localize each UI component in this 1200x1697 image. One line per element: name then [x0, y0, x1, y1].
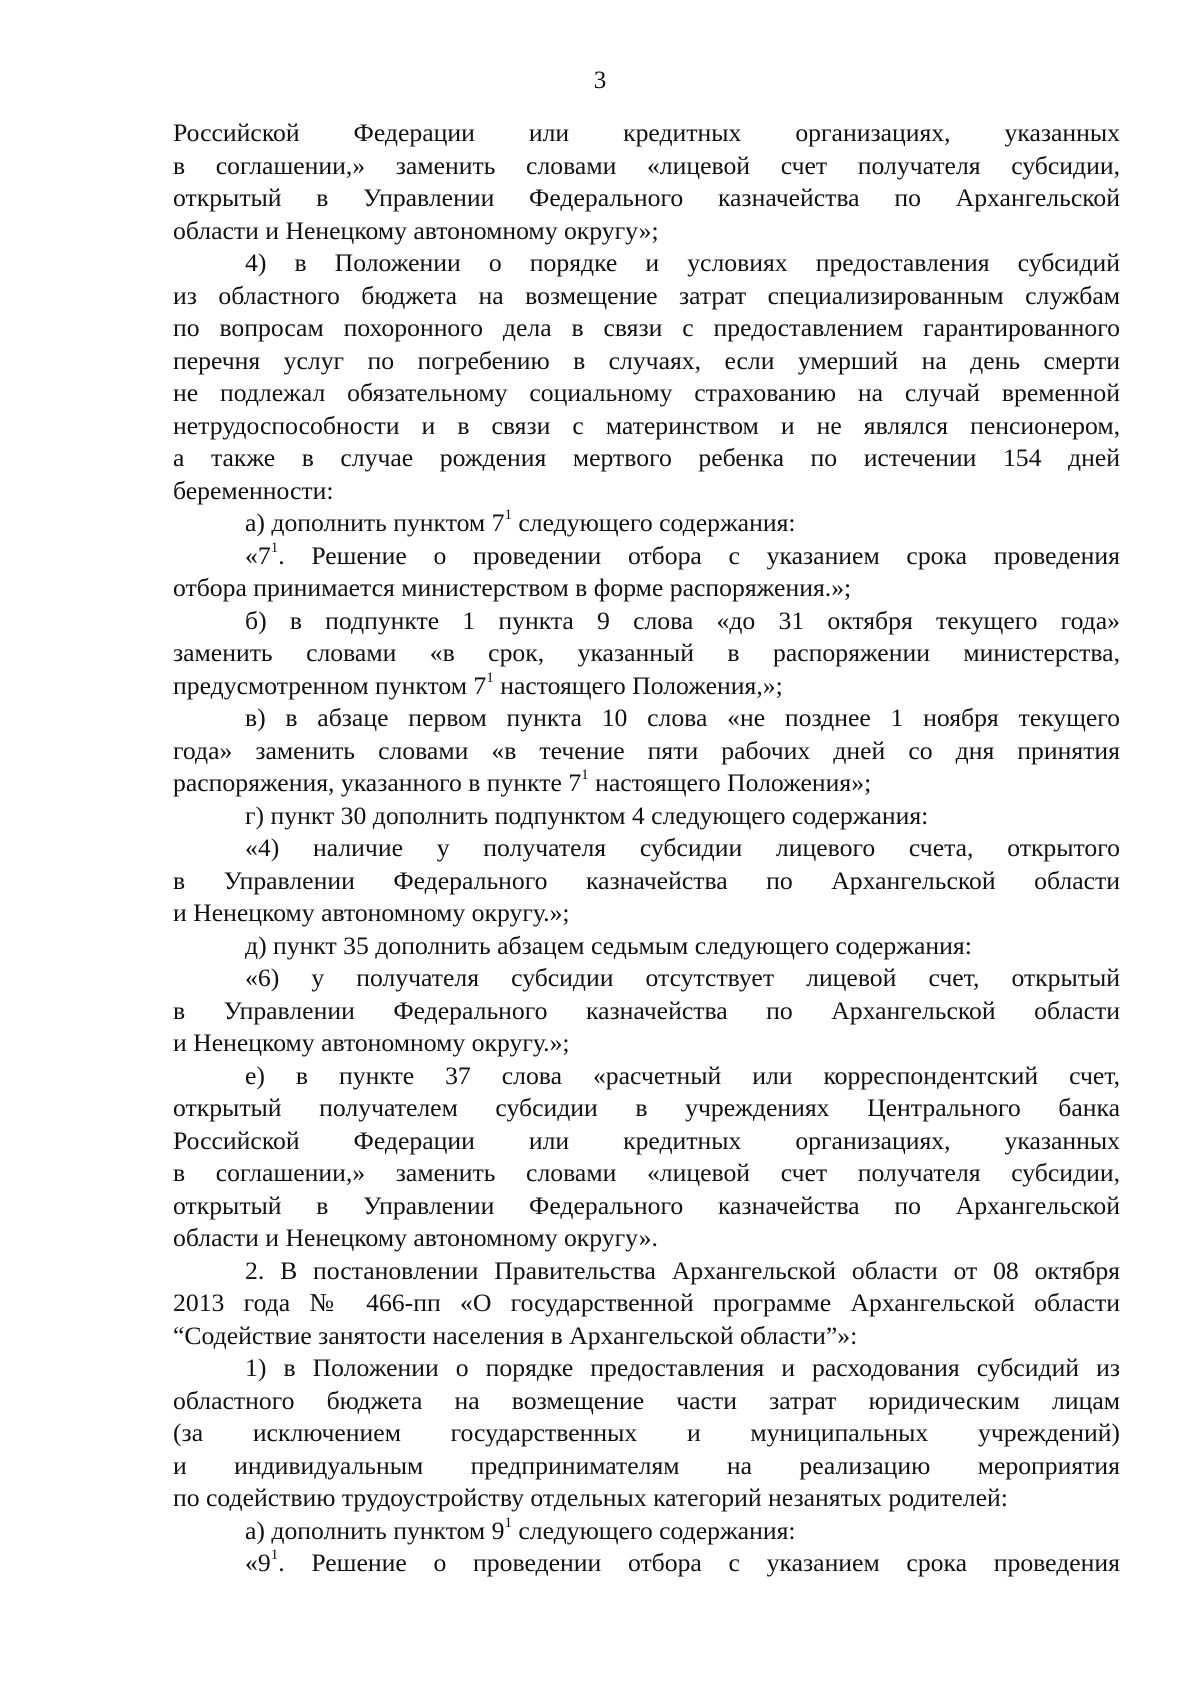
text-line: в) в абзаце первом пункта 10 слова «не позднее 1 ноября текущего	[245, 703, 1120, 732]
text-line: и Ненецкому автономному округу.»;	[173, 898, 570, 927]
text-line: Российской Федерации или кредитных организациях, указанных	[173, 118, 1120, 147]
text-line: распоряжения, указанного в пункте $7^1$ настоящего Положения»;	[173, 767, 872, 797]
text-line: д) пункт 35 дополнить абзацем седьмым следующего содержания:	[245, 930, 972, 960]
text-line: а) дополнить пунктом $9^1$ следующего содержания:	[245, 1514, 796, 1545]
text-line: «4) наличие у получателя субсидии лицевого счета, открытого	[245, 833, 1120, 862]
text-line: беременности:	[173, 475, 334, 505]
text-line: заменить словами «в срок, указанный в распоряжении министерства,	[173, 638, 1120, 667]
text-line: открытый в Управлении Федерального казначейства по Архангельской	[173, 1190, 1120, 1220]
text-line: а) дополнить пунктом $7^1$ следующего содержания:	[245, 507, 796, 537]
text-line: по содействию трудоустройству отдельных категорий незанятых родителей:	[173, 1483, 1008, 1512]
text-line: 4) в Положении о порядке и условиях предоставления субсидий	[245, 248, 1120, 277]
text-line: б) в подпункте 1 пункта 9 слова «до 31 октября текущего года»	[245, 605, 1120, 635]
text-line: в соглашении,» заменить словами «лицевой счет получателя субсидии,	[173, 1158, 1120, 1187]
text-line: и Ненецкому автономному округу.»;	[173, 1028, 570, 1057]
text-line: «6) у получателя субсидии отсутствует лицевой счет, открытый	[245, 963, 1120, 992]
text-line: по вопросам похоронного дела в связи с предоставлением гарантированного	[173, 313, 1120, 342]
text-line: открытый в Управлении Федерального казначейства по Архангельской	[173, 183, 1120, 212]
text-line: предусмотренном пунктом $7^1$ настоящего Положения,»;	[173, 669, 783, 700]
text-line: области и Ненецкому автономному округу»;	[173, 215, 659, 245]
text-line: г) пункт 30 дополнить подпунктом 4 следующего содержания:	[245, 800, 929, 830]
text-line: области и Ненецкому автономному округу».	[173, 1223, 658, 1252]
text-line: (за исключением государственных и муниципальных учреждений)	[173, 1418, 1120, 1447]
text-line: не подлежал обязательному социальному страхованию на случай временной	[173, 378, 1120, 407]
text-line: «$7^1$. Решение о проведении отбора с указанием срока проведения	[245, 539, 1120, 570]
document-body	[173, 117, 1120, 1580]
text-line: отбора принимается министерством в форме распоряжения.»;	[173, 573, 852, 602]
text-line: из областного бюджета на возмещение затрат специализированным службам	[173, 280, 1120, 310]
text-line: 1) в Положении о порядке предоставления и расходования субсидий из	[245, 1353, 1120, 1382]
text-line: е) в пункте 37 слова «расчетный или корреспондентский счет,	[245, 1060, 1120, 1090]
text-line: 2. В постановлении Правительства Архангельской области от 08 октября	[245, 1255, 1120, 1285]
text-line: в Управлении Федерального казначейства по Архангельской области	[173, 995, 1120, 1025]
text-line: в Управлении Федерального казначейства по Архангельской области	[173, 865, 1120, 895]
text-line: перечня услуг по погребению в случаях, если умерший на день смерти	[173, 345, 1120, 375]
text-line: и индивидуальным предпринимателям на реализацию мероприятия	[173, 1450, 1120, 1480]
page-number: 3	[593, 67, 607, 94]
text-line: «$9^1$. Решение о проведении отбора с указанием срока проведения	[245, 1547, 1120, 1577]
text-line: а также в случае рождения мертвого ребенка по истечении 154 дней	[173, 443, 1120, 472]
text-line: открытый получателем субсидии в учреждениях Центрального банка	[173, 1093, 1120, 1122]
text-line: 2013 года № 466-пп «О государственной программе Архангельской области	[173, 1288, 1120, 1317]
text-line: в соглашении,» заменить словами «лицевой счет получателя субсидии,	[173, 150, 1120, 180]
text-line: года» заменить словами «в течение пяти рабочих дней со дня принятия	[173, 735, 1120, 765]
text-line: Российской Федерации или кредитных организациях, указанных	[173, 1125, 1120, 1155]
text-line: областного бюджета на возмещение части затрат юридическим лицам	[173, 1385, 1120, 1415]
text-line: “Содействие занятости населения в Архангельской области”»:	[173, 1320, 858, 1350]
text-line: нетрудоспособности и в связи с материнством и не являлся пенсионером,	[173, 410, 1120, 440]
